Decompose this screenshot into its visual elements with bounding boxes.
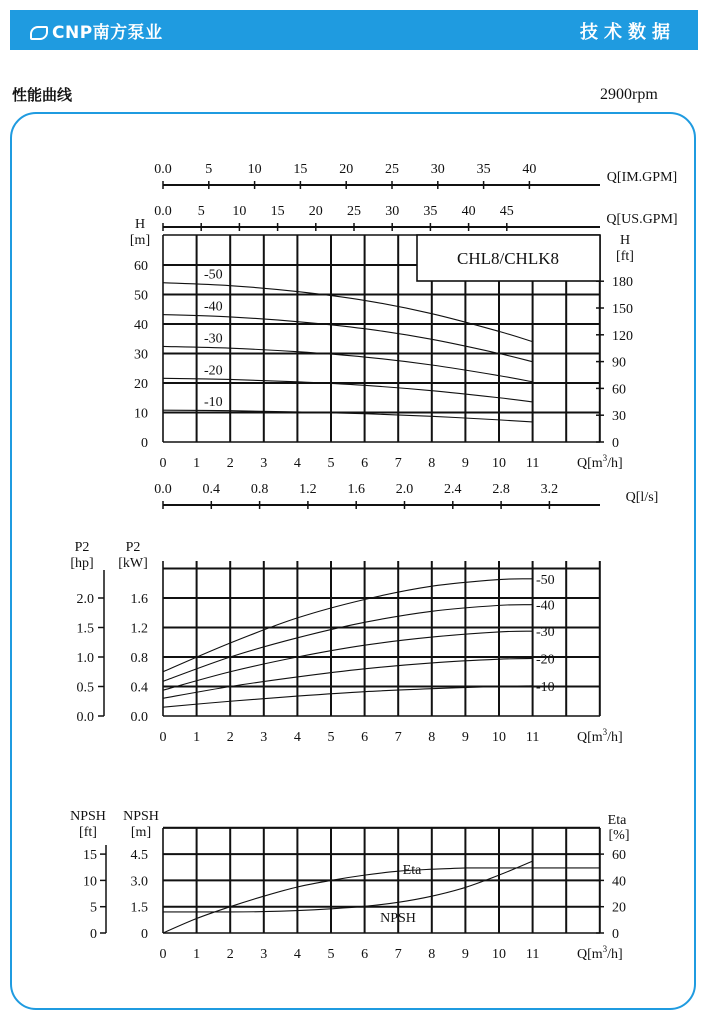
power-kw-tick-label: 0.8 (130, 651, 148, 666)
npsh-m-tick-label: 3.0 (130, 874, 148, 890)
ls-axis-label: Q[l/s] (625, 490, 659, 505)
head-x-tick-label: 9 (461, 456, 469, 471)
power-x-tick-label: 10 (492, 730, 506, 745)
model-title: CHL8/CHLK8 (457, 249, 559, 268)
eta-tick-label: 40 (612, 874, 626, 890)
head-y-tick-label: 60 (134, 259, 148, 274)
us-gpm-axis-label: Q[US.GPM] (606, 212, 678, 227)
power-hp-tick-label: 0.0 (76, 710, 94, 725)
npsh-curve (163, 861, 533, 912)
npsh-m-unit: [m] (130, 825, 152, 840)
us-gpm-axis-tick-label: 20 (308, 204, 323, 219)
head-x-tick-label: 0 (159, 456, 167, 471)
head-y-tick-label: 10 (134, 406, 148, 422)
npsh-ft-tick-label: 5 (90, 900, 97, 916)
power-x-tick-label: 9 (461, 730, 469, 745)
npsh-ft-unit: [ft] (79, 825, 97, 840)
head-series-label: -30 (204, 331, 223, 347)
head-right-tick-label: 60 (612, 382, 626, 398)
npsh-x-tick-label: 3 (260, 947, 268, 962)
npsh-x-tick-label: 1 (193, 947, 201, 962)
head-x-tick-label: 1 (193, 456, 201, 471)
im-gpm-axis-tick-label: 15 (293, 162, 308, 177)
head-right-tick-label: 120 (612, 328, 633, 344)
eta-title: Eta (607, 813, 627, 828)
im-gpm-axis-tick-label: 5 (205, 162, 213, 177)
head-series-label: -10 (204, 395, 223, 411)
head-right-tick-label: 0 (612, 436, 619, 451)
head-x-tick-label: 10 (492, 456, 506, 471)
power-hp-tick-label: 1.5 (76, 621, 94, 637)
npsh-m-title: NPSH (123, 809, 159, 824)
power-hp-tick-label: 1.0 (76, 651, 94, 666)
head-right-title: H (619, 233, 631, 248)
im-gpm-axis-tick-label: 40 (522, 162, 537, 177)
npsh-m-tick-label: 4.5 (130, 848, 148, 864)
npsh-x-tick-label: 5 (327, 947, 335, 962)
ls-axis-tick-label: 1.2 (299, 482, 317, 497)
logo-text: CNP南方泵业 (52, 23, 163, 43)
speed-label: 2900rpm (600, 86, 658, 103)
us-gpm-axis-tick-label: 15 (270, 204, 285, 219)
us-gpm-axis-tick-label: 45 (499, 204, 514, 219)
power-series-label: -20 (536, 652, 555, 668)
power-kw-tick-label: 0.0 (130, 710, 148, 725)
power-hp-tick-label: 2.0 (76, 592, 94, 607)
eta-tick-label: 20 (612, 900, 626, 916)
ls-axis-tick-label: 2.4 (444, 482, 462, 497)
im-gpm-axis-tick-label: 20 (339, 162, 354, 177)
power-hp-unit: [hp] (70, 556, 94, 571)
npsh-ft-title: NPSH (70, 809, 106, 824)
head-x-label: $Q[m^3/h]$ (577, 453, 623, 471)
power-kw-tick-label: 1.2 (130, 621, 148, 637)
npsh-x-tick-label: 6 (361, 947, 369, 962)
head-y-tick-label: 50 (134, 288, 148, 304)
npsh-x-tick-label: 8 (428, 947, 436, 962)
head-series-label: -50 (204, 267, 223, 283)
power-series-label: -50 (536, 572, 555, 588)
head-x-tick-label: 2 (226, 456, 234, 471)
head-right-tick-label: 150 (612, 302, 633, 317)
eta-tick-label: 0 (612, 927, 619, 942)
head-right-tick-label: 30 (612, 409, 626, 425)
head-series-label: -40 (204, 299, 223, 315)
power-x-tick-label: 5 (327, 730, 335, 745)
ls-axis-tick-label: 2.0 (395, 482, 414, 497)
power-series-label: -30 (536, 625, 555, 641)
power-x-tick-label: 2 (226, 730, 234, 745)
ls-axis-tick-label: 0.0 (154, 482, 172, 497)
us-gpm-axis-tick-label: 5 (197, 204, 205, 219)
us-gpm-axis-tick-label: 35 (423, 204, 438, 219)
head-right-unit: [ft] (616, 249, 634, 264)
npsh-x-tick-label: 10 (492, 947, 506, 962)
npsh-x-tick-label: 4 (293, 947, 301, 962)
power-kw-tick-label: 1.6 (130, 592, 148, 607)
us-gpm-axis-tick-label: 10 (232, 204, 247, 219)
npsh-ft-tick-label: 0 (90, 927, 97, 942)
ls-axis-tick-label: 3.2 (540, 482, 559, 497)
head-x-tick-label: 4 (293, 456, 301, 471)
power-kw-unit: [kW] (118, 556, 148, 571)
npsh-m-tick-label: 1.5 (130, 900, 148, 916)
head-y-unit: [m] (129, 233, 151, 248)
npsh-series-label: NPSH (380, 911, 416, 926)
npsh-x-tick-label: 7 (394, 947, 402, 962)
head-x-tick-label: 5 (327, 456, 335, 471)
section-title: 性能曲线 (12, 86, 73, 104)
eta-series-label: Eta (402, 863, 422, 878)
ls-axis-tick-label: 2.8 (492, 482, 510, 497)
head-x-tick-label: 8 (428, 456, 436, 471)
head-right-tick-label: 90 (612, 355, 626, 371)
im-gpm-axis-label: Q[IM.GPM] (606, 170, 678, 185)
ls-axis-tick-label: 0.4 (202, 482, 221, 497)
npsh-ft-tick-label: 10 (83, 874, 97, 890)
head-y-tick-label: 20 (134, 377, 148, 392)
power-x-tick-label: 0 (159, 730, 167, 745)
head-y-tick-label: 0 (141, 436, 148, 451)
eta-tick-label: 60 (612, 848, 626, 864)
head-y-tick-label: 40 (134, 318, 148, 333)
power-curve-40 (163, 605, 533, 682)
npsh-x-tick-label: 0 (159, 947, 167, 962)
power-x-tick-label: 1 (193, 730, 201, 745)
head-series-label: -20 (204, 363, 223, 379)
power-x-tick-label: 3 (260, 730, 268, 745)
power-kw-tick-label: 0.4 (130, 680, 148, 696)
us-gpm-axis-tick-label: 25 (347, 204, 361, 219)
power-x-tick-label: 11 (525, 730, 540, 745)
power-x-label: $Q[m^3/h]$ (577, 727, 623, 745)
im-gpm-axis-tick-label: 25 (385, 162, 399, 177)
im-gpm-axis-tick-label: 10 (247, 162, 262, 177)
us-gpm-axis-tick-label: 30 (385, 204, 400, 219)
npsh-x-tick-label: 11 (525, 947, 540, 962)
head-y-title: H (134, 217, 146, 232)
im-gpm-axis-tick-label: 30 (430, 162, 445, 177)
head-x-tick-label: 3 (260, 456, 268, 471)
npsh-m-tick-label: 0 (141, 927, 148, 942)
npsh-x-tick-label: 9 (461, 947, 469, 962)
head-x-tick-label: 6 (361, 456, 369, 471)
power-hp-tick-label: 0.5 (76, 680, 94, 696)
power-x-tick-label: 6 (361, 730, 369, 745)
head-x-tick-label: 11 (525, 456, 540, 471)
us-gpm-axis-tick-label: 0.0 (154, 204, 172, 219)
npsh-ft-tick-label: 15 (83, 848, 97, 864)
eta-unit: [%] (608, 828, 630, 843)
head-x-tick-label: 7 (394, 456, 402, 471)
us-gpm-axis-tick-label: 40 (461, 204, 476, 219)
power-series-label: -40 (536, 598, 555, 614)
head-right-tick-label: 180 (612, 275, 633, 291)
power-x-tick-label: 8 (428, 730, 436, 745)
npsh-x-tick-label: 2 (226, 947, 234, 962)
power-x-tick-label: 7 (394, 730, 402, 745)
power-kw-title: P2 (125, 540, 141, 555)
page-title: 技术数据 (580, 22, 676, 43)
power-series-label: -10 (536, 679, 555, 695)
power-x-tick-label: 4 (293, 730, 301, 745)
im-gpm-axis-tick-label: 35 (476, 162, 491, 177)
im-gpm-axis-tick-label: 0.0 (154, 162, 172, 177)
npsh-x-label: $Q[m^3/h]$ (577, 944, 623, 962)
ls-axis-tick-label: 1.6 (347, 482, 365, 497)
power-hp-title: P2 (74, 540, 90, 555)
ls-axis-tick-label: 0.8 (250, 482, 269, 497)
head-y-tick-label: 30 (134, 347, 148, 363)
